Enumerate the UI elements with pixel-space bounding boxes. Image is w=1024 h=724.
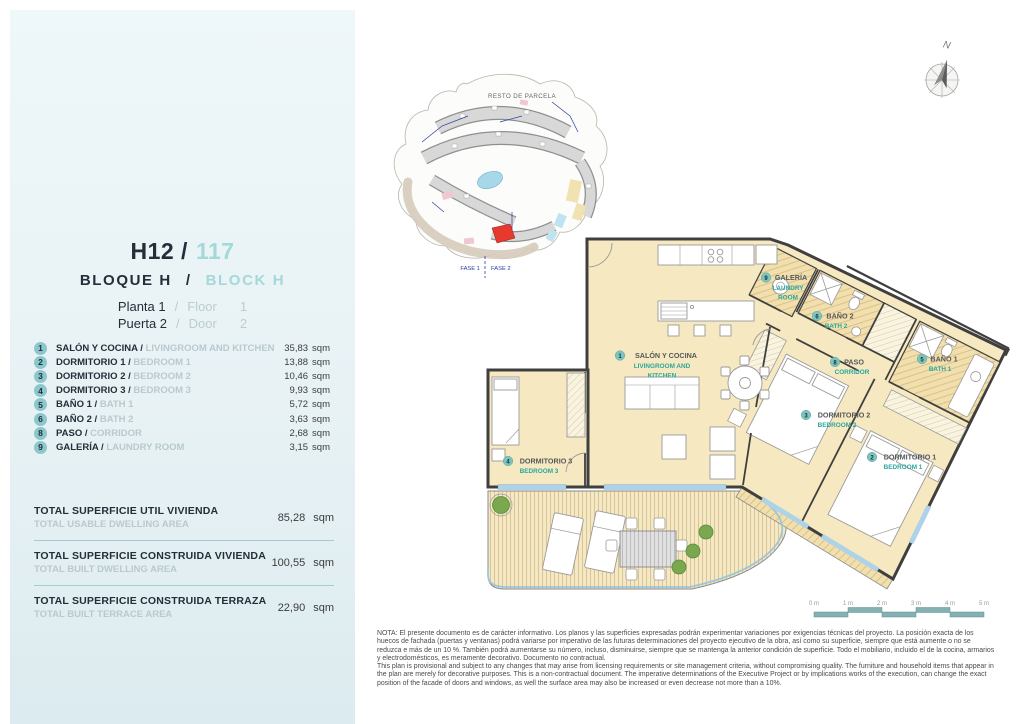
room-number-badge: 8 [34, 427, 47, 440]
compass-rose [912, 32, 972, 112]
totals-list [34, 496, 334, 630]
svg-text:BEDROOM 1: BEDROOM 1 [883, 464, 923, 471]
total-terrace-area-row [34, 585, 334, 630]
bar-stool [720, 325, 731, 336]
svg-text:9: 9 [764, 275, 768, 282]
block-title [10, 272, 355, 289]
floor-label-en: Floor [187, 299, 217, 314]
room-number-badge: 4 [34, 384, 47, 397]
room-name-en: LAUNDRY ROOM [106, 441, 185, 453]
scale-segments [814, 608, 984, 618]
floor-row: Planta 1 / Floor 1 [117, 299, 248, 314]
room-row [34, 412, 330, 426]
room-name-en: BATH 1 [99, 399, 134, 411]
room-row [34, 341, 330, 355]
compass-drawing [912, 32, 972, 112]
room-area-value: 2,68 [289, 427, 309, 439]
door-label-en: Door [188, 316, 217, 331]
room-name-en: CORRIDOR [90, 427, 142, 439]
svg-text:6: 6 [815, 314, 819, 321]
svg-text:4: 4 [506, 459, 510, 466]
room-name-en: BEDROOM 2 [133, 370, 191, 382]
scale-bar [808, 596, 998, 624]
scale-label: 0 m [808, 601, 820, 607]
unit-info-panel [10, 10, 355, 724]
floor-value: 1 [239, 299, 248, 314]
room-area-value: 10,46 [284, 370, 309, 382]
room-number-badge: 1 [34, 342, 47, 355]
total-value: 100,55 [271, 556, 306, 569]
floor-label-es: Planta 1 [117, 299, 166, 314]
svg-text:LAUNDRY: LAUNDRY [772, 285, 804, 292]
scale-label: 2 m [876, 601, 888, 607]
room-area-value: 5,72 [289, 399, 309, 411]
room-name-es: SALÓN Y COCINA / [56, 342, 143, 354]
room-area-value: 35,83 [284, 342, 309, 354]
room-row [34, 440, 330, 454]
window [604, 485, 726, 490]
room-number-badge: 5 [34, 398, 47, 411]
phase2-label: FASE 2 [491, 266, 511, 272]
svg-text:CORRIDOR: CORRIDOR [834, 369, 870, 376]
room-number-badge: 3 [34, 370, 47, 383]
svg-text:PASO: PASO [844, 357, 864, 367]
total-unit: sqm [313, 556, 334, 569]
room-area-unit: sqm [312, 427, 330, 439]
svg-text:SALÓN Y COCINA: SALÓN Y COCINA [634, 351, 698, 360]
total-label-es: TOTAL SUPERFICIE UTIL VIVIENDA [34, 505, 219, 517]
total-value: 22,90 [277, 601, 306, 614]
bedroom3-wardrobe [567, 373, 585, 437]
svg-text:BEDROOM 3: BEDROOM 3 [519, 468, 559, 475]
scale-bar-drawing [808, 596, 998, 624]
scale-label: 3 m [910, 601, 922, 607]
room-number-badge: 9 [34, 441, 47, 454]
scale-label: 4 m [944, 601, 956, 607]
svg-text:DORMITORIO 1: DORMITORIO 1 [883, 452, 937, 462]
room-number-badge: 2 [34, 356, 47, 369]
room-row [34, 398, 330, 412]
room-name-es: DORMITORIO 3 / [56, 385, 131, 397]
svg-text:DORMITORIO 2: DORMITORIO 2 [817, 410, 871, 420]
north-label: N [941, 39, 952, 52]
svg-text:GALERÍA: GALERÍA [774, 273, 808, 282]
room-name-es: GALERÍA / [56, 441, 104, 453]
svg-text:ROOM: ROOM [778, 294, 798, 302]
total-built-area-row [34, 540, 334, 585]
room-name-en: BATH 2 [99, 413, 134, 425]
dining-table [728, 366, 762, 400]
room-name-en: LIVINGROOM AND KITCHEN [145, 342, 275, 354]
bar-stool [694, 325, 705, 336]
unit-number: 117 [195, 238, 235, 264]
disclaimer-english: This plan is provisional and subject to any changes that may arise from licensing requirements or site management criteria, without compromising quality. The furniture and household items that appear in the plan are merely for decorative purposes. This is a non-contractual document. The imperative determinations of the Executive Project or by implications works of the execution, can change the exact position of the facade of doors and windows, as well the surface area may also be increased or even decrease not more than a 10%. [377, 663, 994, 687]
apartment-floor-plan [470, 215, 1010, 615]
room-name-es: PASO / [56, 427, 88, 439]
room-area-unit: sqm [312, 413, 330, 425]
scale-label: 5 m [978, 601, 990, 607]
room-name-es: DORMITORIO 1 / [56, 356, 131, 368]
unit-code: H12 / [130, 238, 188, 264]
total-unit: sqm [313, 511, 334, 524]
total-usable-area-row [34, 496, 334, 540]
svg-text:5: 5 [920, 357, 924, 364]
svg-text:BATH 2: BATH 2 [824, 323, 848, 330]
total-unit: sqm [313, 601, 334, 614]
room-row [34, 369, 330, 383]
room-area-unit: sqm [312, 441, 330, 453]
room-area-value: 3,15 [289, 441, 309, 453]
bar-stool [668, 325, 679, 336]
total-label-en: TOTAL BUILT DWELLING AREA [34, 564, 178, 575]
svg-text:3: 3 [804, 413, 808, 420]
room-row [34, 355, 330, 369]
svg-text:BATH 1: BATH 1 [928, 366, 952, 373]
scale-label: 1 m [842, 601, 854, 607]
svg-text:8: 8 [833, 360, 837, 367]
room-area-value: 9,93 [289, 385, 309, 397]
svg-text:BAÑO 1: BAÑO 1 [930, 354, 958, 364]
total-label-es: TOTAL SUPERFICIE CONSTRUIDA VIVIENDA [34, 550, 266, 562]
room-area-unit: sqm [312, 342, 330, 354]
svg-text:2: 2 [870, 455, 874, 462]
parcel-label: RESTO DE PARCELA [487, 93, 557, 100]
kitchen-tall-cabinet [756, 245, 777, 264]
room-name-es: DORMITORIO 2 / [56, 370, 131, 382]
total-value: 85,28 [277, 511, 306, 524]
coffee-table [662, 435, 686, 459]
phase1-label: FASE 1 [460, 266, 480, 272]
room-name-es: BAÑO 2 / [56, 413, 98, 425]
room-area-unit: sqm [312, 385, 330, 397]
bedroom3-nightstand [492, 449, 505, 461]
door-value: 2 [239, 316, 248, 331]
room-name-en: BEDROOM 1 [133, 356, 191, 368]
block-name-es: BLOQUE H [79, 272, 172, 289]
room-area-value: 3,63 [289, 413, 309, 425]
svg-text:LIVINGROOM AND: LIVINGROOM AND [633, 363, 691, 370]
room-area-value: 13,88 [284, 356, 309, 368]
kitchen-counter [658, 245, 754, 265]
legal-disclaimer [377, 630, 995, 688]
door-label-es: Puerta 2 [117, 316, 168, 331]
floor-plan-drawing [470, 215, 1010, 615]
room-row [34, 384, 330, 398]
svg-text:KITCHEN: KITCHEN [647, 372, 677, 380]
block-separator: / [185, 272, 192, 289]
room-area-unit: sqm [312, 356, 330, 368]
room-number-badge: 6 [34, 413, 47, 426]
total-label-es: TOTAL SUPERFICIE CONSTRUIDA TERRAZA [34, 595, 267, 607]
total-label-en: TOTAL BUILT TERRACE AREA [34, 609, 173, 620]
total-label-en: TOTAL USABLE DWELLING AREA [34, 519, 189, 530]
room-area-unit: sqm [312, 399, 330, 411]
room-name-en: BEDROOM 3 [133, 385, 191, 397]
svg-text:1: 1 [618, 353, 622, 360]
window [498, 485, 566, 490]
sofa [625, 377, 699, 409]
unit-title [10, 238, 355, 265]
svg-text:DORMITORIO 3: DORMITORIO 3 [519, 456, 573, 466]
room-area-list [34, 341, 330, 455]
svg-text:BEDROOM 2: BEDROOM 2 [817, 422, 857, 429]
room-row [34, 426, 330, 440]
disclaimer-spanish: NOTA: El presente documento es de carácter informativo. Los planos y las superficies expresadas podrán experimentar variaciones por exigencias técnicas del proyecto. La posición exacta de los huecos de fachada (puertas y ventanas) podrá variarse por imperativo de las futuras determinaciones del proyecto ejecutivo de la obra, así como su superficie, siempre que está aumente o no se reduzca e más de un 10 %. También podrá aumentarse su número, incluso, disminuirse, siempre que se mantenga la anterior condición de superficie. Todo el mobiliario, incluido el de la cocina, armarios y electrodomésticos, es meramente decorativo. Documento no contractual. [377, 630, 995, 662]
door-row: Puerta 2 / Door 2 [117, 316, 248, 331]
room-area-unit: sqm [312, 370, 330, 382]
room-name-es: BAÑO 1 / [56, 399, 98, 411]
block-name-en: BLOCK H [205, 272, 286, 289]
svg-text:BAÑO 2: BAÑO 2 [826, 311, 854, 321]
